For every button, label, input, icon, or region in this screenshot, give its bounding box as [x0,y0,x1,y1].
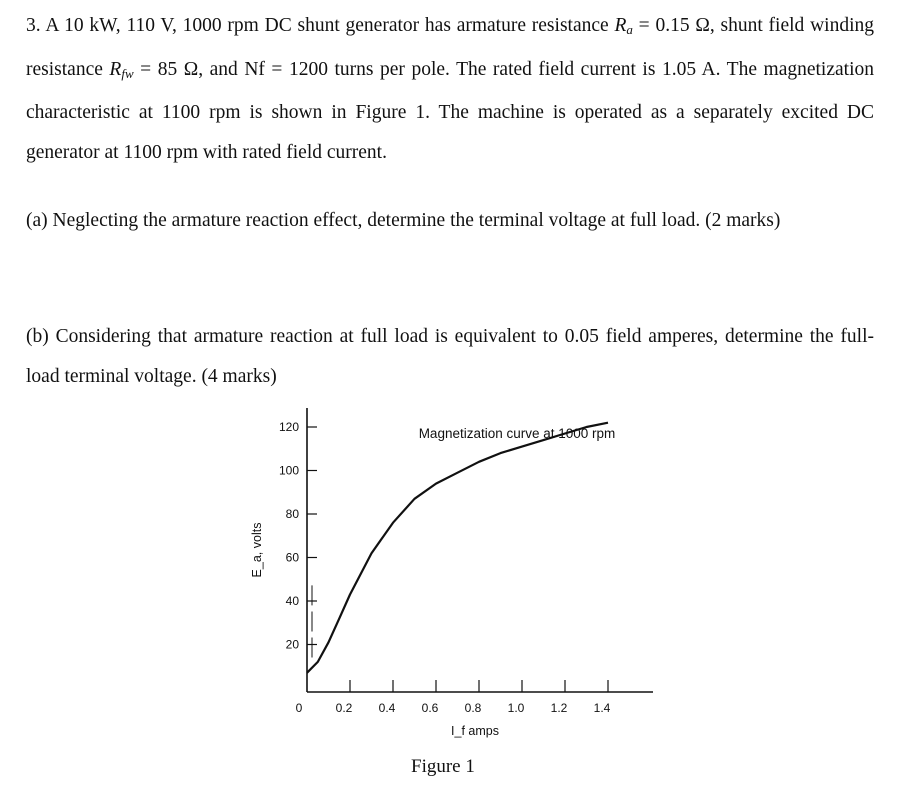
x-axis-label: I_f amps [451,724,499,738]
x-tick-label: 0 [295,701,303,715]
x-tick-label: 0.8 [464,701,482,715]
question-text-2: = 85 Ω, and Nf = 1200 turns per pole. The rated field current is 1.05 A. The magnetization characteristic at 1100 rpm is shown in Figure 1. The machine is operated as a separately excited DC generator at 1100 rpm with rated field current. [26,58,874,163]
x-tick-label: 1.2 [550,701,568,715]
y-tick-label: 100 [278,463,299,478]
x-tick-label: 0.6 [421,701,439,715]
question-paragraph [26,6,874,172]
figure-caption: Figure 1 [411,756,475,777]
ra-subscript: a [626,22,633,37]
x-tick-label: 0.2 [335,701,353,715]
question-text-1: A 10 kW, 110 V, 1000 rpm DC shunt generator has armature resistance [45,15,615,36]
y-axis-label: E_a, volts [250,522,264,578]
y-tick-label: 20 [285,637,299,652]
rfw-subscript: fw [121,65,134,81]
chart-title: Magnetization curve at 1000 rpm [418,426,616,441]
ra-symbol: R [614,15,627,36]
magnetization-figure [235,400,665,750]
y-tick-label: 80 [285,507,299,521]
x-tick-label: 0.4 [378,701,396,715]
ra-value: = 0.15 Ω, shunt field winding resistance [26,15,874,80]
question-number: 3. [26,15,41,36]
part-b-paragraph: (b) Considering that armature reaction at full load is equivalent to 0.05 field amperes, determine the full-load terminal voltage. (4 marks) [26,326,874,387]
part-a-paragraph: (a) Neglecting the armature reaction effect, determine the terminal voltage at full load. (2 marks) [26,210,781,231]
magnetization-curve [307,423,608,673]
y-tick-label: 120 [278,420,299,434]
rfw-symbol: R [109,58,122,80]
x-tick-label: 1.0 [507,701,525,715]
y-tick-label: 60 [285,550,299,565]
x-tick-label: 1.4 [593,701,611,715]
y-tick-label: 40 [285,594,299,608]
